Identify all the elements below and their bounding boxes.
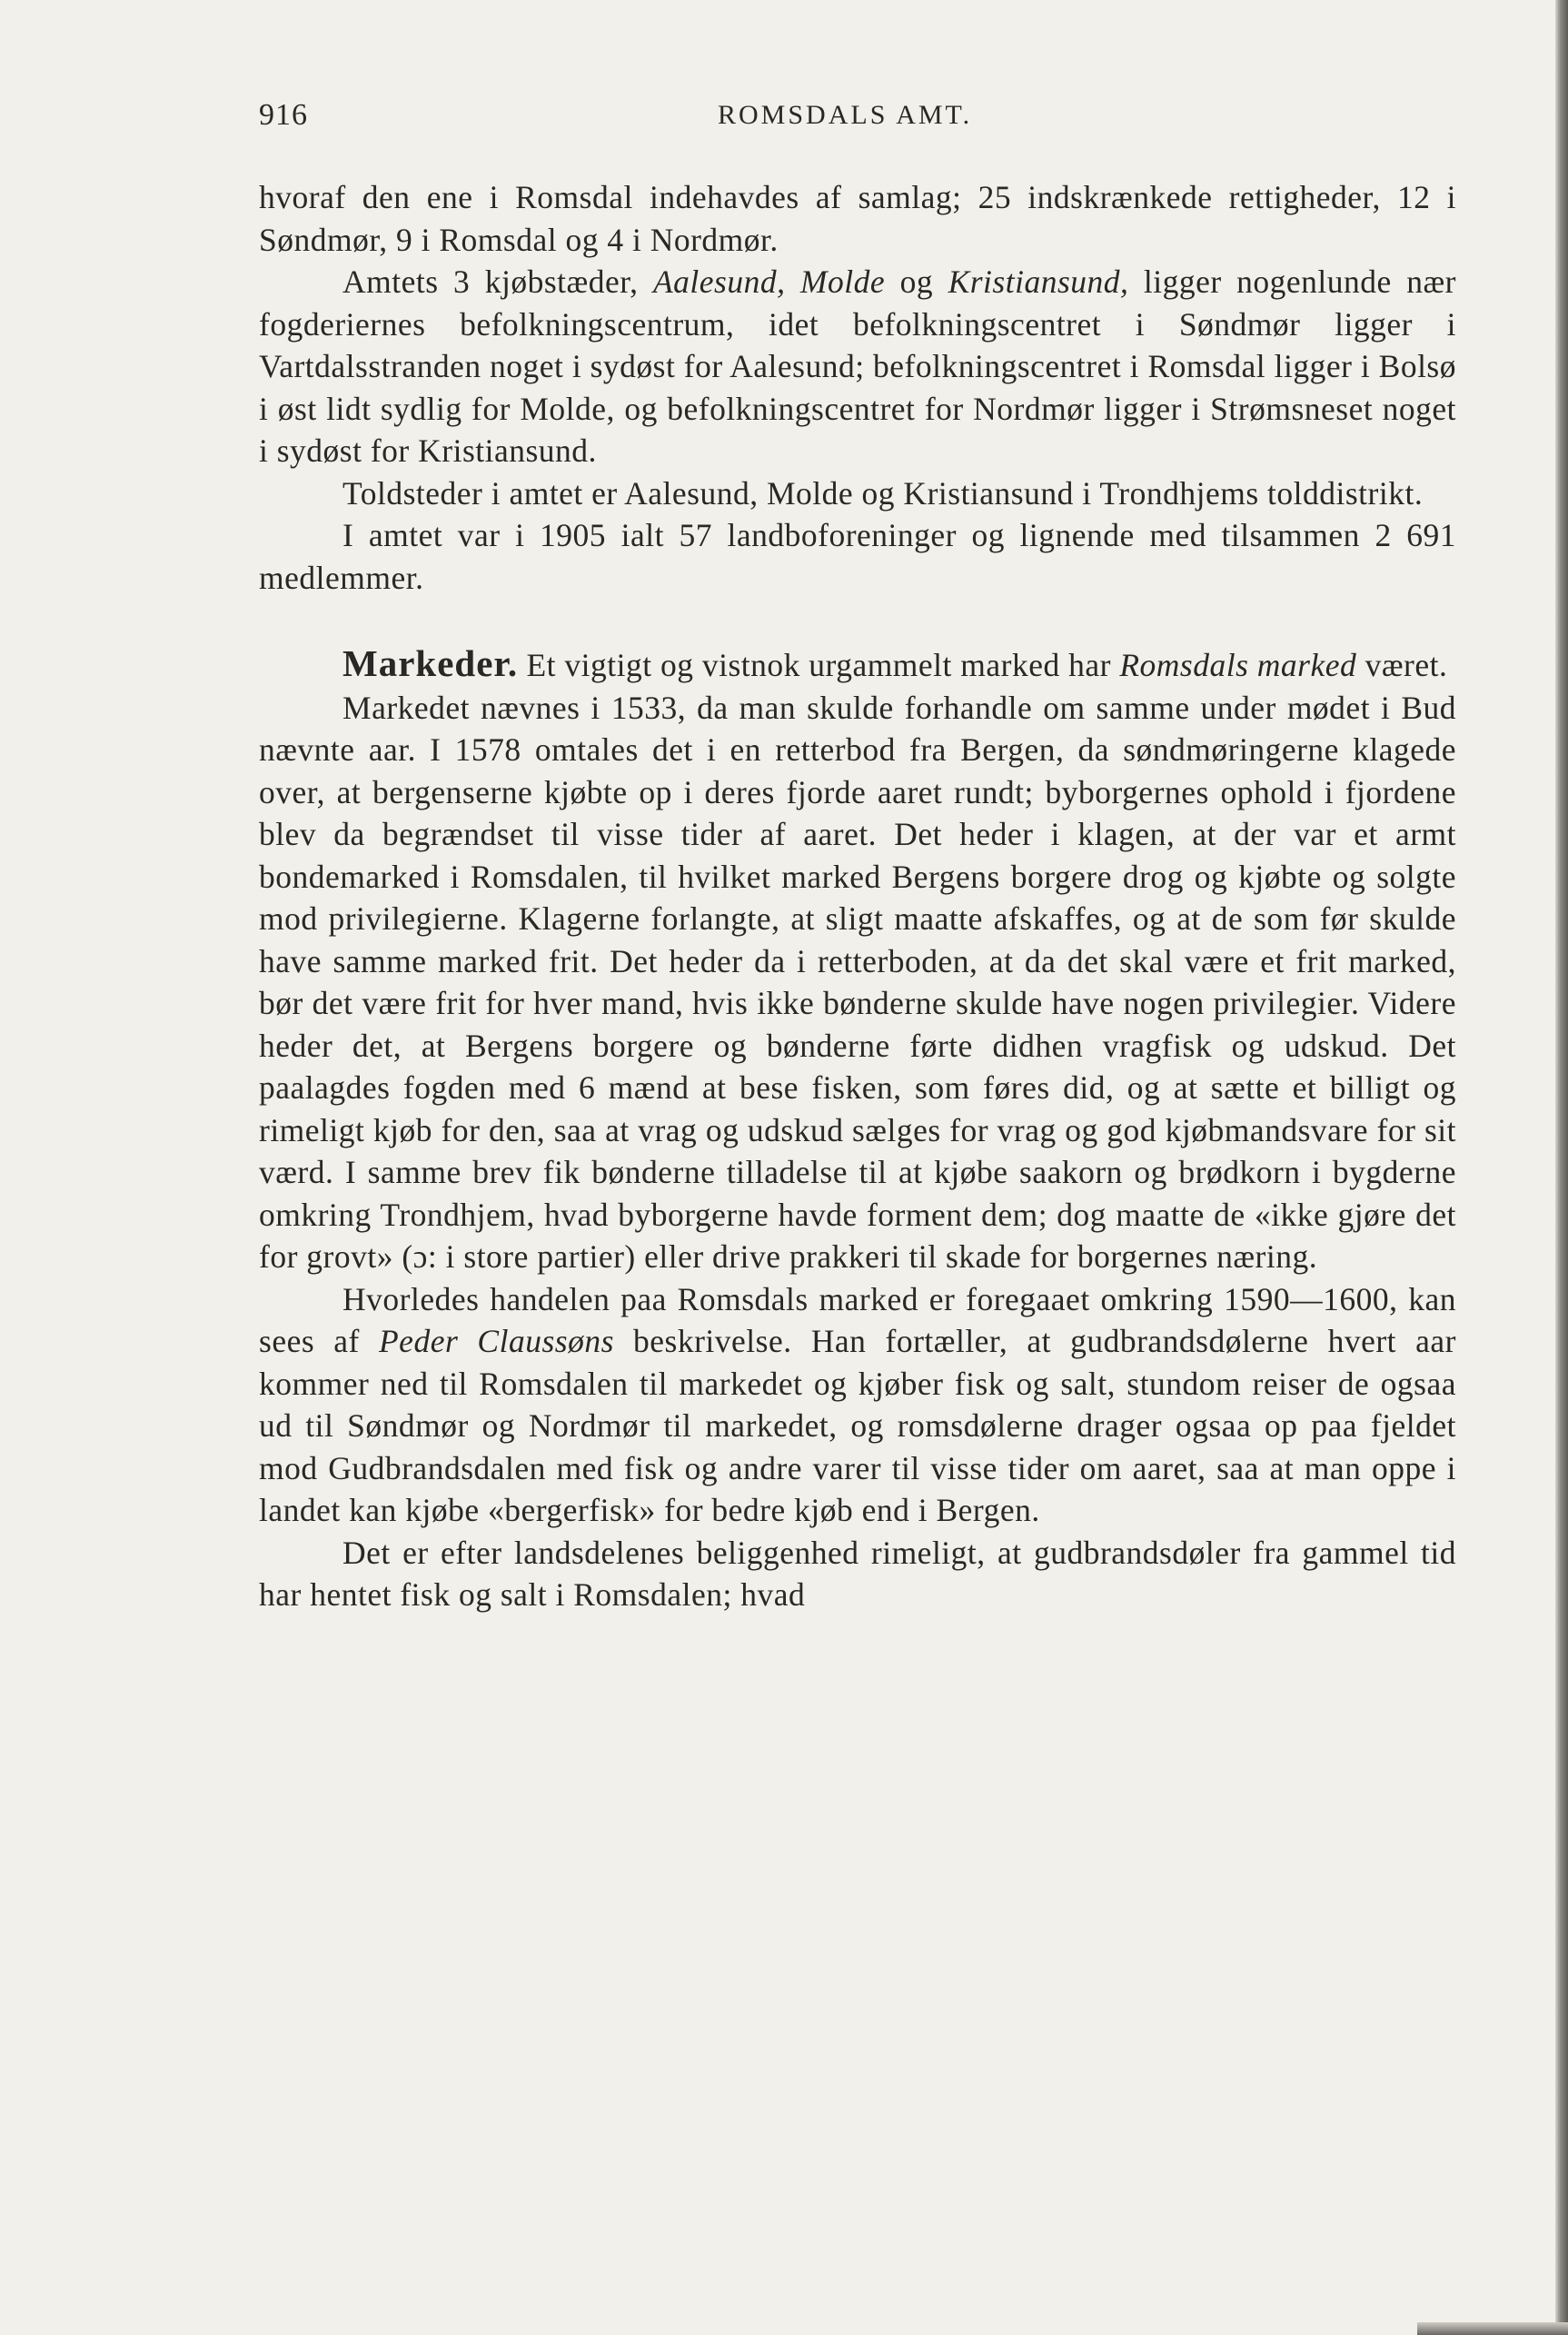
paragraph-2-text-a: Amtets 3 kjøbstæder, — [342, 263, 653, 300]
paragraph-6: Markedet nævnes i 1533, da man skulde forhandle om samme under mødet i Bud nævnte aar. I 1578 omtales det i en retterbod fra Bergen, da søndmøringerne klagede over, at bergenserne kjøbte op i deres fjorde aaret rundt; byborgernes ophold i fjordene blev da begrændset til visse tider af aaret. Det heder i klagen, at der var et armt bondemarked i Romsdalen, til hvilket marked Bergens borgere drog og kjøbte og solgte mod privilegierne. Klagerne forlangte, at sligt maatte afskaffes, og at de som før skulde have samme marked frit. Det heder da i retterboden, at da det skal være et frit marked, bør det være frit for hver mand, hvis ikke bønderne skulde have nogen privilegier. Videre heder det, at Bergens borgere og bønderne førte didhen vragfisk og udskud. Det paalagdes fogden med 6 mænd at bese fisken, som føres did, og at sætte et billigt og rimeligt kjøb for den, saa at vrag og udskud sælges for vrag og god kjøbmandsvare for sit værd. I samme brev fik bønderne tilladelse til at kjøbe saakorn og brødkorn i bygderne omkring Trondhjem, hvad byborgerne havde forment dem; dog maatte de «ikke gjøre det for grovt» (ɔ: i store partier) eller drive prakkeri til skade for borgernes næring. — [259, 689, 1456, 1275]
paragraph-1: hvoraf den ene i Romsdal indehavdes af samlag; 25 indskrænkede rettigheder, 12 i Søndmør, 9 i Romsdal og 4 i Nordmør. — [259, 179, 1456, 258]
italic-town-names: Aalesund, Molde — [652, 263, 886, 300]
italic-romsdals-marked: Romsdals marked — [1119, 647, 1357, 683]
paragraph-5-text-a: Et vigtigt og vistnok urgammelt marked har — [518, 647, 1120, 683]
paragraph-2 — [259, 261, 1456, 472]
paragraph-2-text-c: ligger nogenlunde nær fogderiernes befolkningscentrum, idet befolkningscentret i Søndmør ligger i Vartdalsstranden noget i sydøst for Aalesund; befolkningscentret i Romsdal ligger i Bolsø i øst lidt sydlig for Molde, og befolkningscentret for Nordmør ligger i Strømsneset noget i sydøst for Kristiansund. — [259, 263, 1456, 469]
paragraph-2-text-b: og — [885, 263, 948, 300]
paragraph-4: I amtet var i 1905 ialt 57 landboforeninger og lignende med tilsammen 2 691 medlemmer. — [259, 517, 1456, 596]
page-number: 916 — [259, 98, 308, 132]
running-title: ROMSDALS AMT. — [718, 100, 973, 130]
body-text — [259, 176, 1456, 1616]
paragraph-7 — [259, 1278, 1456, 1532]
italic-peder-claussons: Peder Claussøns — [379, 1323, 614, 1359]
paragraph-5-text-b: været. — [1356, 647, 1448, 683]
paragraph-5 — [259, 642, 1456, 687]
italic-kristiansund: Kristiansund, — [948, 263, 1129, 300]
book-binding-edge — [1555, 0, 1568, 2335]
paragraph-3: Toldsteder i amtet er Aalesund, Molde og Kristiansund i Trondhjems tolddistrikt. — [342, 474, 1424, 512]
page-corner-shadow — [1417, 2322, 1568, 2335]
section-spacer — [259, 599, 1456, 642]
page-header — [259, 98, 1467, 144]
section-heading-markeder: Markeder. — [342, 642, 519, 684]
paragraph-8: Det er efter landsdelenes beliggenhed rimeligt, at gudbrandsdøler fra gammel tid har hentet fisk og salt i Romsdalen; hvad — [259, 1534, 1456, 1613]
paragraph-7-text-b: beskrivelse. Han fortæller, at gudbrandsdølerne hvert aar kommer ned til Romsdalen til markedet og kjøber fisk og salt, stundom reiser de ogsaa ud til Søndmør og Nordmør til markedet, og romsdølerne drager ogsaa op paa fjeldet mod Gudbrandsdalen med fisk og andre varer til visse tider om aaret, saa at man oppe i landet kan kjøbe «bergerfisk» for bedre kjøb end i Bergen. — [259, 1323, 1456, 1528]
paragraph-7-text-a: Hvorledes handelen paa Romsdals marked er foregaaet omkring 1590—1600, kan sees af — [259, 1280, 1456, 1359]
